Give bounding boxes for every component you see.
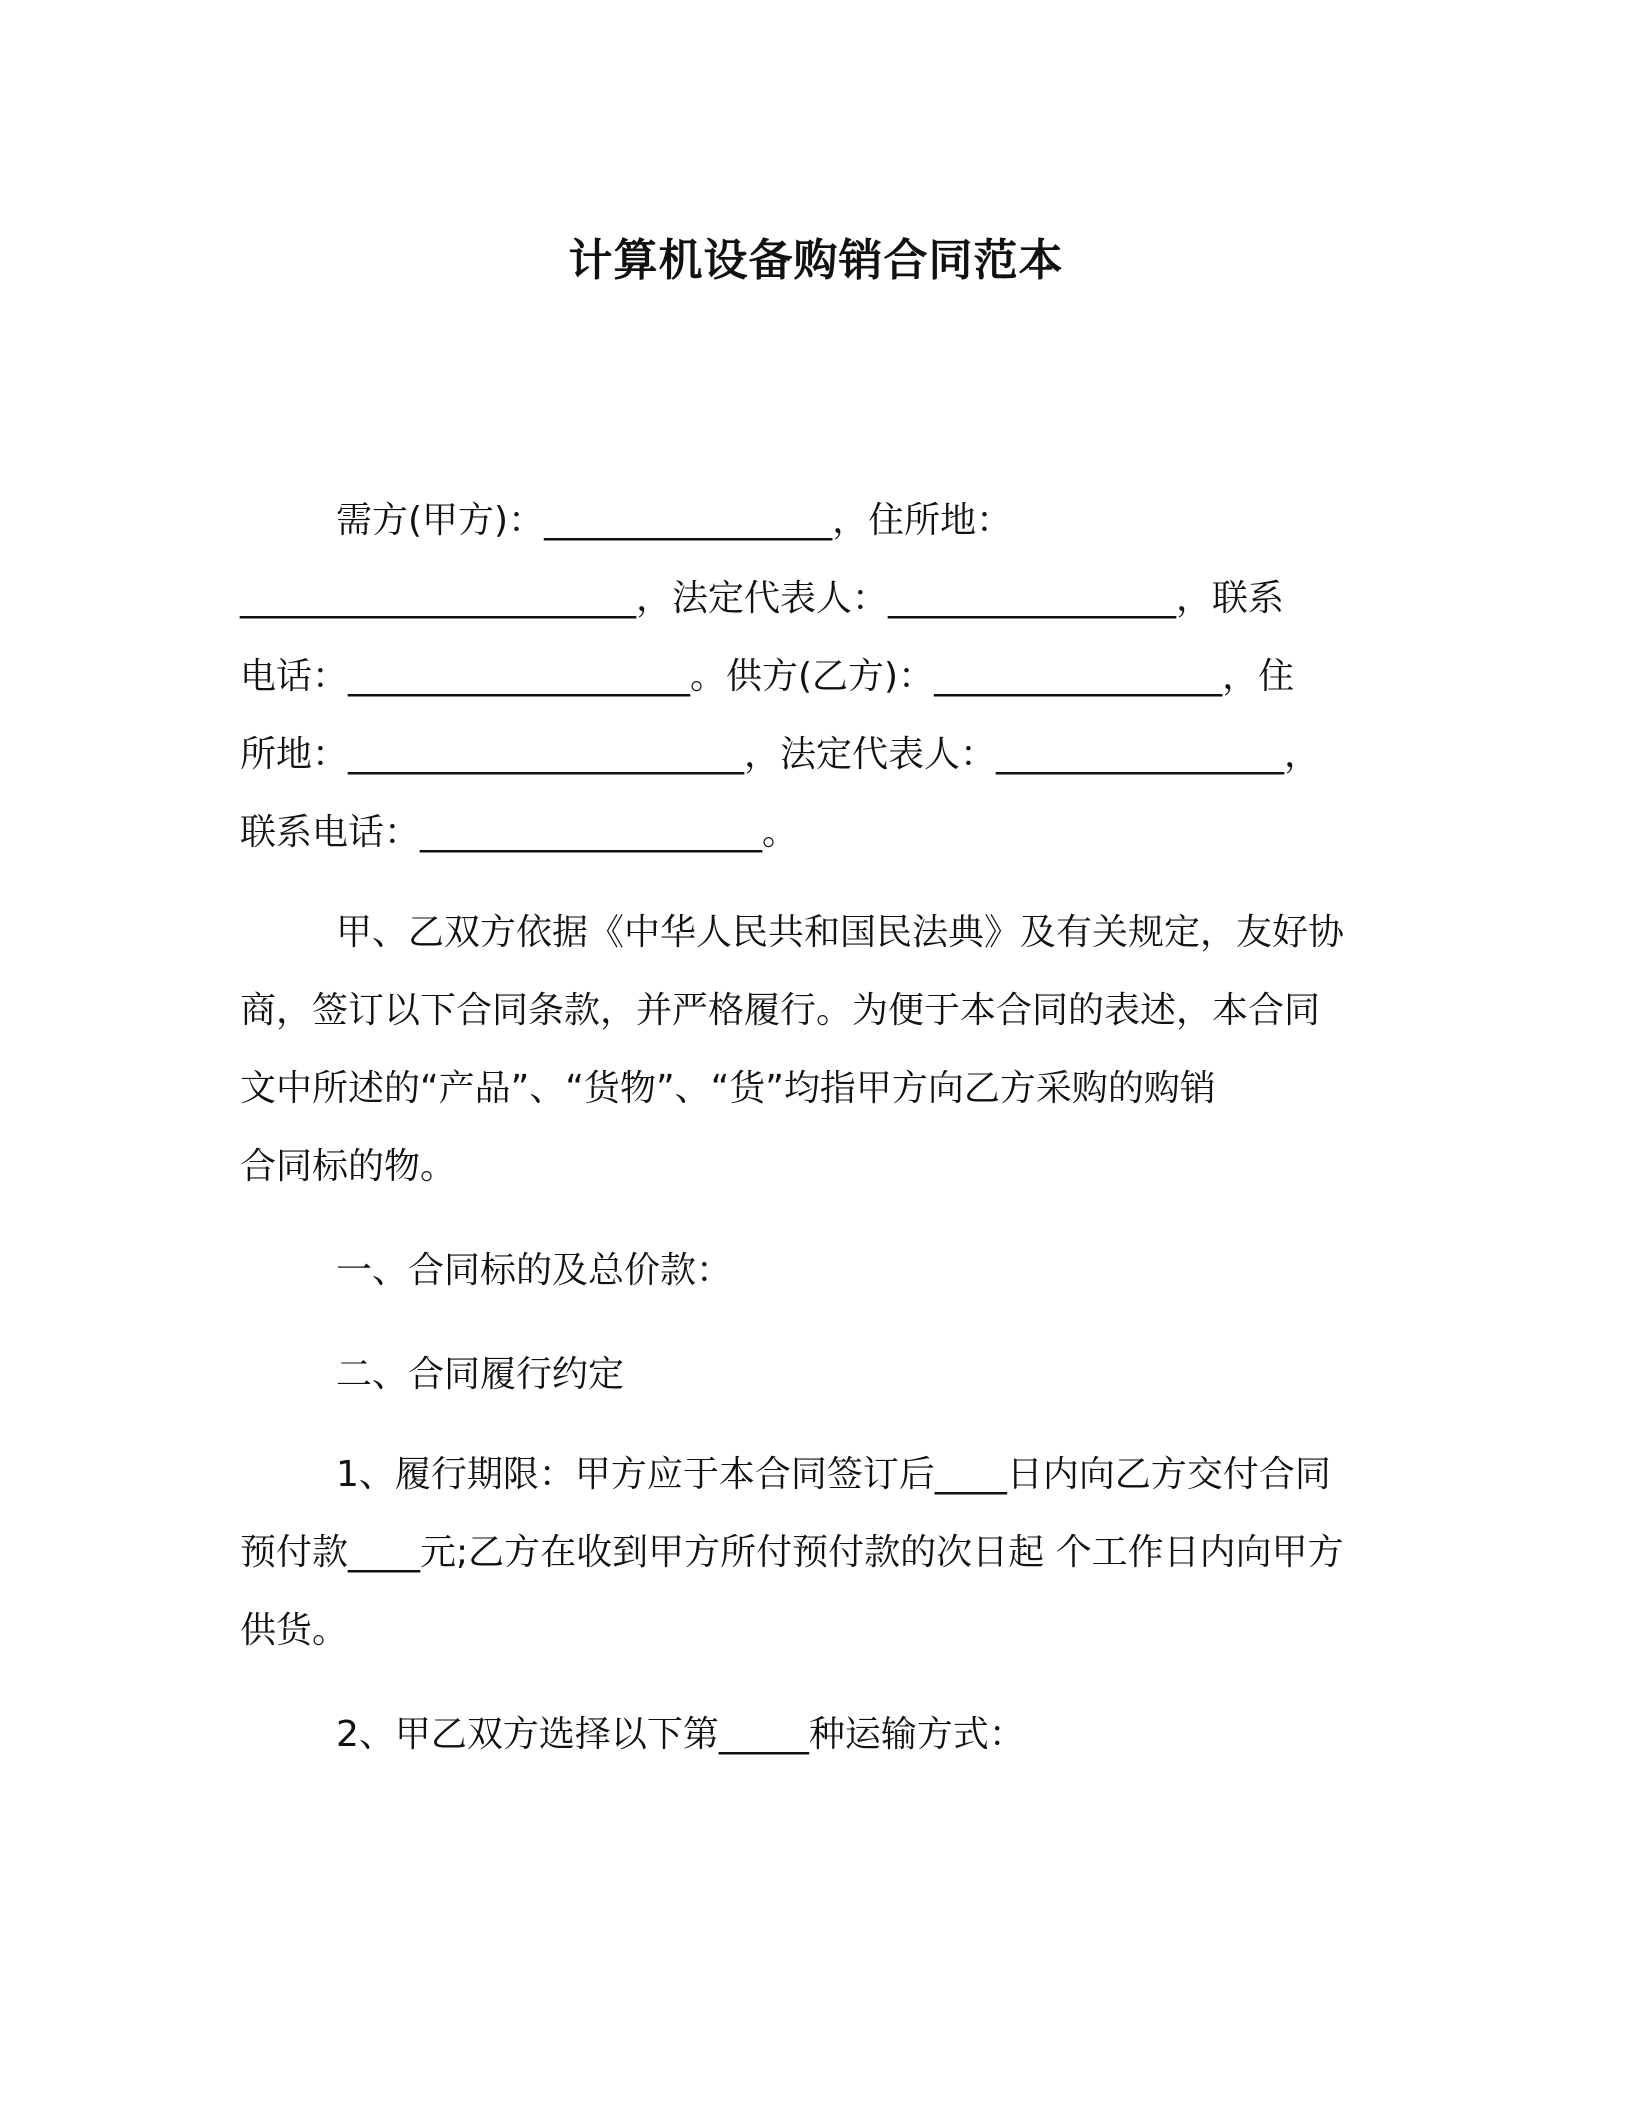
clause-1-line-3: 供货。 <box>240 1610 349 1651</box>
parties-line-3: 电话：___________________。供方(乙方)：________________，住 <box>240 656 1295 697</box>
parties-line-1: 需方(甲方)：________________，住所地： <box>336 500 1013 541</box>
intro-line-2: 商，签订以下合同条款，并严格履行。为便于本合同的表述，本合同 <box>240 990 1321 1031</box>
intro-line-1: 甲、乙双方依据《中华人民共和国民法典》及有关规定，友好协 <box>336 912 1345 953</box>
section-heading-1: 一、合同标的及总价款： <box>336 1250 733 1291</box>
intro-line-3: 文中所述的“产品”、“货物”、“货”均指甲方向乙方采购的购销 <box>240 1068 1216 1109</box>
document-title: 计算机设备购销合同范本 <box>568 235 1064 286</box>
section-heading-2: 二、合同履行约定 <box>336 1354 625 1395</box>
parties-line-2: ______________________，法定代表人：________________，联系 <box>240 578 1285 619</box>
parties-line-5: 联系电话：___________________。 <box>240 812 799 853</box>
intro-line-4: 合同标的物。 <box>240 1146 457 1187</box>
parties-line-4: 所地：______________________，法定代表人：________________， <box>240 734 1321 775</box>
clause-2: 2、甲乙双方选择以下第_____种运输方式： <box>336 1714 1025 1755</box>
clause-1-line-1: 1、履行期限：甲方应于本合同签订后____日内向乙方交付合同 <box>336 1454 1331 1495</box>
clause-1-line-2: 预付款____元;乙方在收到甲方所付预付款的次日起 个工作日内向甲方 <box>240 1532 1344 1573</box>
